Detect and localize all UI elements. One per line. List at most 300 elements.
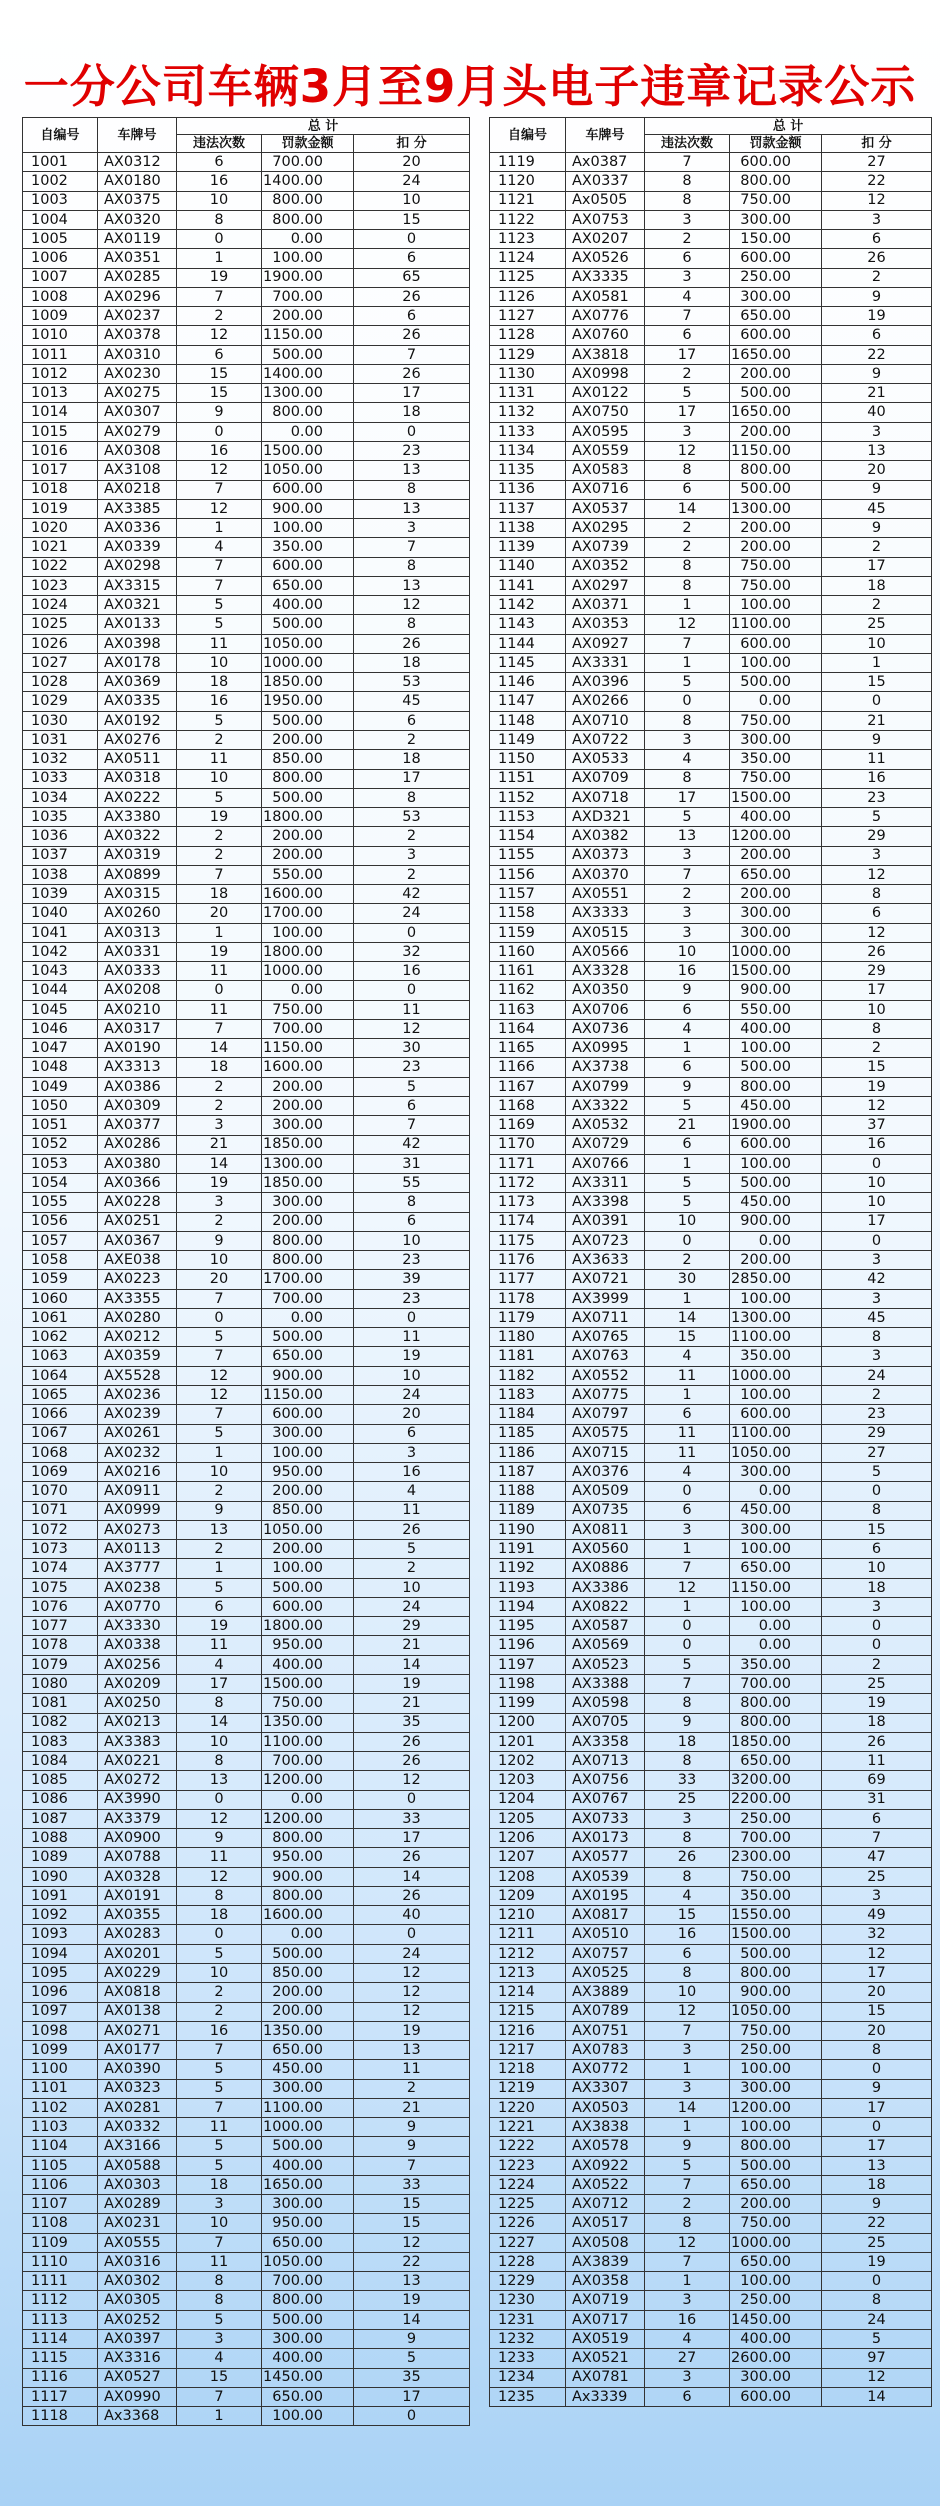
plate-number-cell: AX0788 (98, 1848, 177, 1867)
fine-amount-cell: 300.00 (730, 1520, 822, 1539)
table-row (490, 1482, 932, 1501)
violation-count-cell: 1 (177, 923, 262, 942)
fine-amount-cell: 0.00 (262, 230, 354, 249)
fine-amount-cell: 650.00 (730, 2175, 822, 2194)
vehicle-id-cell: 1116 (23, 2368, 98, 2387)
violation-count-cell: 3 (645, 422, 730, 441)
plate-number-cell: AX0733 (566, 1809, 645, 1828)
fine-amount-cell: 100.00 (730, 1154, 822, 1173)
plate-number-cell: AX0229 (98, 1963, 177, 1982)
plate-number-cell: AX3889 (566, 1983, 645, 2002)
plate-number-cell: AX0397 (98, 2330, 177, 2349)
penalty-points-cell: 15 (354, 2214, 470, 2233)
fine-amount-cell: 0.00 (262, 422, 354, 441)
plate-number-cell: AX0766 (566, 1154, 645, 1173)
table-row (23, 942, 470, 961)
plate-number-cell: AX3380 (98, 808, 177, 827)
penalty-points-cell: 21 (354, 1694, 470, 1713)
violation-count-cell: 6 (177, 153, 262, 172)
fine-amount-cell: 500.00 (262, 1944, 354, 1963)
plate-number-cell: AX0207 (566, 230, 645, 249)
fine-amount-cell: 300.00 (262, 1424, 354, 1443)
penalty-points-cell: 24 (822, 2310, 932, 2329)
fine-amount-cell: 900.00 (730, 981, 822, 1000)
vehicle-id-cell: 1129 (490, 345, 566, 364)
fine-amount-cell: 950.00 (262, 1636, 354, 1655)
penalty-points-cell: 19 (822, 1694, 932, 1713)
penalty-points-cell: 29 (822, 827, 932, 846)
table-row (23, 769, 470, 788)
plate-number-cell: AX0532 (566, 1116, 645, 1135)
fine-amount-cell: 1100.00 (262, 1732, 354, 1751)
fine-amount-cell: 600.00 (730, 153, 822, 172)
plate-number-cell: AX0373 (566, 846, 645, 865)
fine-amount-cell: 500.00 (262, 1328, 354, 1347)
table-row (23, 1694, 470, 1713)
plate-number-cell: AX0307 (98, 403, 177, 422)
vehicle-id-cell: 1230 (490, 2291, 566, 2310)
vehicle-id-cell: 1189 (490, 1501, 566, 1520)
vehicle-id-cell: 1088 (23, 1829, 98, 1848)
vehicle-id-cell: 1151 (490, 769, 566, 788)
fine-amount-cell: 500.00 (262, 615, 354, 634)
penalty-points-cell: 12 (354, 596, 470, 615)
violation-count-cell: 0 (177, 1925, 262, 1944)
fine-amount-cell: 0.00 (262, 1790, 354, 1809)
violation-count-cell: 11 (177, 2252, 262, 2271)
vehicle-id-cell: 1027 (23, 653, 98, 672)
table-row (23, 1251, 470, 1270)
table-row (490, 364, 932, 383)
penalty-points-cell: 10 (822, 1559, 932, 1578)
table-row (490, 1000, 932, 1019)
fine-amount-cell: 1500.00 (730, 1925, 822, 1944)
table-row (490, 1154, 932, 1173)
penalty-points-cell: 45 (822, 1308, 932, 1327)
vehicle-id-cell: 1159 (490, 923, 566, 942)
violation-count-cell: 5 (645, 2156, 730, 2175)
penalty-points-cell: 13 (354, 461, 470, 480)
plate-number-cell: AX3838 (566, 2118, 645, 2137)
table-row (23, 2041, 470, 2060)
penalty-points-cell: 32 (354, 942, 470, 961)
table-row (490, 307, 932, 326)
penalty-points-cell: 8 (354, 788, 470, 807)
plate-number-cell: AX3333 (566, 904, 645, 923)
penalty-points-cell: 12 (354, 2002, 470, 2021)
vehicle-id-cell: 1144 (490, 634, 566, 653)
table-row (490, 1443, 932, 1462)
fine-amount-cell: 1000.00 (262, 962, 354, 981)
violation-count-cell: 18 (177, 1058, 262, 1077)
plate-number-cell: AX0256 (98, 1655, 177, 1674)
table-row (490, 1963, 932, 1982)
fine-amount-cell: 300.00 (730, 923, 822, 942)
plate-number-cell: AX0750 (566, 403, 645, 422)
violation-count-cell: 1 (177, 1443, 262, 1462)
table-row (490, 923, 932, 942)
plate-number-cell: AX0353 (566, 615, 645, 634)
vehicle-id-cell: 1147 (490, 692, 566, 711)
fine-amount-cell: 750.00 (262, 1694, 354, 1713)
plate-number-cell: AX0515 (566, 923, 645, 942)
fine-amount-cell: 100.00 (262, 2407, 354, 2426)
plate-number-cell: AX0212 (98, 1328, 177, 1347)
plate-number-cell: Ax0387 (566, 153, 645, 172)
table-row (23, 1097, 470, 1116)
fine-amount-cell: 200.00 (262, 1212, 354, 1231)
plate-number-cell: AX0122 (566, 384, 645, 403)
plate-number-cell: AX0767 (566, 1790, 645, 1809)
vehicle-id-cell: 1018 (23, 480, 98, 499)
fine-amount-cell: 800.00 (730, 1963, 822, 1982)
fine-amount-cell: 450.00 (730, 1193, 822, 1212)
vehicle-id-cell: 1137 (490, 499, 566, 518)
plate-number-cell: AX0250 (98, 1694, 177, 1713)
vehicle-id-cell: 1164 (490, 1019, 566, 1038)
table-row (490, 865, 932, 884)
fine-amount-cell: 100.00 (730, 2060, 822, 2079)
fine-amount-cell: 100.00 (262, 1443, 354, 1462)
penalty-points-cell: 0 (354, 923, 470, 942)
plate-number-cell: AX3999 (566, 1289, 645, 1308)
fine-amount-cell: 100.00 (262, 249, 354, 268)
table-row (490, 1212, 932, 1231)
header-id: 自编号 (490, 118, 566, 153)
violation-count-cell: 11 (645, 1366, 730, 1385)
violation-count-cell: 18 (177, 885, 262, 904)
penalty-points-cell: 12 (354, 1963, 470, 1982)
fine-amount-cell: 0.00 (262, 1308, 354, 1327)
penalty-points-cell: 12 (822, 2368, 932, 2387)
fine-amount-cell: 500.00 (730, 1944, 822, 1963)
penalty-points-cell: 13 (822, 2156, 932, 2175)
plate-number-cell: AX0283 (98, 1925, 177, 1944)
plate-number-cell: AX0713 (566, 1752, 645, 1771)
penalty-points-cell: 12 (354, 1983, 470, 2002)
page-title: 一分公司车辆3月至9月头电子违章记录公示 (23, 60, 917, 113)
vehicle-id-cell: 1087 (23, 1809, 98, 1828)
violation-count-cell: 3 (645, 1809, 730, 1828)
plate-number-cell: AX0338 (98, 1636, 177, 1655)
vehicle-id-cell: 1204 (490, 1790, 566, 1809)
fine-amount-cell: 200.00 (730, 885, 822, 904)
table-row (490, 904, 932, 923)
table-row (23, 403, 470, 422)
penalty-points-cell: 15 (822, 1058, 932, 1077)
violation-count-cell: 8 (645, 2214, 730, 2233)
violation-count-cell: 14 (177, 1713, 262, 1732)
violation-count-cell: 17 (645, 403, 730, 422)
penalty-points-cell: 20 (822, 461, 932, 480)
table-row (23, 2195, 470, 2214)
penalty-points-cell: 7 (354, 2156, 470, 2175)
penalty-points-cell: 26 (354, 1520, 470, 1539)
plate-number-cell: AX0386 (98, 1077, 177, 1096)
penalty-points-cell: 17 (822, 2137, 932, 2156)
penalty-points-cell: 0 (822, 2118, 932, 2137)
table-row (490, 422, 932, 441)
penalty-points-cell: 9 (822, 2079, 932, 2098)
violation-count-cell: 8 (177, 2272, 262, 2291)
penalty-points-cell: 16 (354, 1463, 470, 1482)
violation-count-cell: 0 (645, 1617, 730, 1636)
penalty-points-cell: 2 (354, 1559, 470, 1578)
penalty-points-cell: 33 (354, 2175, 470, 2194)
penalty-points-cell: 8 (822, 1328, 932, 1347)
table-row (23, 2079, 470, 2098)
vehicle-id-cell: 1166 (490, 1058, 566, 1077)
fine-amount-cell: 300.00 (730, 904, 822, 923)
vehicle-id-cell: 1184 (490, 1405, 566, 1424)
fine-amount-cell: 300.00 (730, 2079, 822, 2098)
table-row (23, 1944, 470, 1963)
vehicle-id-cell: 1161 (490, 962, 566, 981)
table-row (23, 981, 470, 1000)
table-row (23, 1559, 470, 1578)
vehicle-id-cell: 1126 (490, 287, 566, 306)
plate-number-cell: AX0272 (98, 1771, 177, 1790)
violation-count-cell: 0 (645, 692, 730, 711)
fine-amount-cell: 600.00 (262, 1405, 354, 1424)
fine-amount-cell: 100.00 (730, 596, 822, 615)
table-row (490, 596, 932, 615)
penalty-points-cell: 20 (354, 153, 470, 172)
violation-count-cell: 5 (645, 1193, 730, 1212)
vehicle-id-cell: 1033 (23, 769, 98, 788)
vehicle-id-cell: 1086 (23, 1790, 98, 1809)
fine-amount-cell: 1050.00 (262, 1520, 354, 1539)
fine-amount-cell: 1600.00 (262, 885, 354, 904)
vehicle-id-cell: 1119 (490, 153, 566, 172)
vehicle-id-cell: 1133 (490, 422, 566, 441)
violation-count-cell: 11 (177, 634, 262, 653)
penalty-points-cell: 2 (822, 268, 932, 287)
vehicle-id-cell: 1058 (23, 1251, 98, 1270)
vehicle-id-cell: 1043 (23, 962, 98, 981)
violation-count-cell: 16 (645, 2310, 730, 2329)
vehicle-id-cell: 1026 (23, 634, 98, 653)
plate-number-cell: AX0190 (98, 1039, 177, 1058)
violation-count-cell: 3 (177, 1193, 262, 1212)
penalty-points-cell: 3 (822, 1289, 932, 1308)
fine-amount-cell: 1400.00 (262, 172, 354, 191)
vehicle-id-cell: 1165 (490, 1039, 566, 1058)
fine-amount-cell: 100.00 (730, 2118, 822, 2137)
plate-number-cell: AX0315 (98, 885, 177, 904)
fine-amount-cell: 800.00 (730, 1077, 822, 1096)
vehicle-id-cell: 1079 (23, 1655, 98, 1674)
vehicle-id-cell: 1220 (490, 2098, 566, 2117)
vehicle-id-cell: 1145 (490, 653, 566, 672)
penalty-points-cell: 8 (354, 1193, 470, 1212)
fine-amount-cell: 1600.00 (262, 1906, 354, 1925)
fine-amount-cell: 550.00 (730, 1000, 822, 1019)
plate-number-cell: AX0351 (98, 249, 177, 268)
plate-number-cell: AX0927 (566, 634, 645, 653)
vehicle-id-cell: 1004 (23, 210, 98, 229)
table-row (490, 461, 932, 480)
vehicle-id-cell: 1182 (490, 1366, 566, 1385)
fine-amount-cell: 800.00 (262, 1251, 354, 1270)
penalty-points-cell: 9 (822, 287, 932, 306)
header-id: 自编号 (23, 118, 98, 153)
plate-number-cell: AX0523 (566, 1655, 645, 1674)
violation-count-cell: 1 (645, 653, 730, 672)
fine-amount-cell: 650.00 (262, 1347, 354, 1366)
penalty-points-cell: 27 (822, 1443, 932, 1462)
fine-amount-cell: 350.00 (730, 1655, 822, 1674)
penalty-points-cell: 3 (354, 1443, 470, 1462)
fine-amount-cell: 300.00 (262, 2079, 354, 2098)
violation-count-cell: 7 (177, 287, 262, 306)
violation-count-cell: 2 (177, 1212, 262, 1231)
violation-count-cell: 8 (645, 191, 730, 210)
table-row (23, 441, 470, 460)
fine-amount-cell: 1850.00 (730, 1732, 822, 1751)
violation-count-cell: 9 (177, 1829, 262, 1848)
table-row (490, 1039, 932, 1058)
penalty-points-cell: 13 (354, 576, 470, 595)
penalty-points-cell: 17 (822, 981, 932, 1000)
violation-count-cell: 5 (645, 1174, 730, 1193)
plate-number-cell: AX3379 (98, 1809, 177, 1828)
fine-amount-cell: 350.00 (262, 538, 354, 557)
fine-amount-cell: 700.00 (262, 1752, 354, 1771)
fine-amount-cell: 1900.00 (262, 268, 354, 287)
penalty-points-cell: 11 (354, 2060, 470, 2079)
table-row (490, 268, 932, 287)
fine-amount-cell: 1800.00 (262, 942, 354, 961)
plate-number-cell: AX0555 (98, 2233, 177, 2252)
vehicle-id-cell: 1042 (23, 942, 98, 961)
table-row (23, 2233, 470, 2252)
fine-amount-cell: 1200.00 (730, 827, 822, 846)
table-row (23, 865, 470, 884)
table-row (490, 1463, 932, 1482)
violation-count-cell: 4 (645, 1347, 730, 1366)
fine-amount-cell: 100.00 (730, 1039, 822, 1058)
table-row (490, 1097, 932, 1116)
violation-count-cell: 10 (177, 2214, 262, 2233)
violation-count-cell: 7 (177, 2387, 262, 2406)
violation-count-cell: 7 (645, 2175, 730, 2194)
vehicle-id-cell: 1032 (23, 750, 98, 769)
violation-count-cell: 1 (645, 596, 730, 615)
penalty-points-cell: 25 (822, 2233, 932, 2252)
table-row (490, 345, 932, 364)
penalty-points-cell: 18 (822, 2175, 932, 2194)
vehicle-id-cell: 1052 (23, 1135, 98, 1154)
plate-number-cell: AX5528 (98, 1366, 177, 1385)
fine-amount-cell: 200.00 (730, 2195, 822, 2214)
penalty-points-cell: 6 (822, 230, 932, 249)
vehicle-id-cell: 1223 (490, 2156, 566, 2175)
table-row (23, 1636, 470, 1655)
fine-amount-cell: 650.00 (730, 1559, 822, 1578)
fine-amount-cell: 300.00 (262, 2195, 354, 2214)
header-points: 扣 分 (822, 135, 932, 153)
penalty-points-cell: 17 (822, 1963, 932, 1982)
violation-count-cell: 11 (177, 1000, 262, 1019)
plate-number-cell: AX0302 (98, 2272, 177, 2291)
fine-amount-cell: 800.00 (262, 769, 354, 788)
penalty-points-cell: 24 (354, 172, 470, 191)
table-row (490, 2021, 932, 2040)
plate-number-cell: AX0391 (566, 1212, 645, 1231)
violation-count-cell: 3 (645, 904, 730, 923)
table-row (23, 730, 470, 749)
penalty-points-cell: 2 (822, 1386, 932, 1405)
fine-amount-cell: 200.00 (262, 1540, 354, 1559)
vehicle-id-cell: 1072 (23, 1520, 98, 1539)
penalty-points-cell: 11 (354, 1328, 470, 1347)
penalty-points-cell: 12 (822, 1944, 932, 1963)
vehicle-id-cell: 1177 (490, 1270, 566, 1289)
table-row (490, 2349, 932, 2368)
fine-amount-cell: 500.00 (730, 1058, 822, 1077)
table-row (23, 1482, 470, 1501)
table-row (23, 1790, 470, 1809)
plate-number-cell: AX0281 (98, 2098, 177, 2117)
violation-count-cell: 3 (177, 2195, 262, 2214)
plate-number-cell: AX0760 (566, 326, 645, 345)
violation-count-cell: 6 (177, 1597, 262, 1616)
penalty-points-cell: 2 (822, 1655, 932, 1674)
penalty-points-cell: 29 (822, 1424, 932, 1443)
plate-number-cell: AX0195 (566, 1886, 645, 1905)
penalty-points-cell: 35 (354, 1713, 470, 1732)
vehicle-id-cell: 1125 (490, 268, 566, 287)
violation-count-cell: 33 (645, 1771, 730, 1790)
table-row (490, 1347, 932, 1366)
table-body-left (23, 153, 470, 2426)
plate-number-cell: AX0527 (98, 2368, 177, 2387)
fine-amount-cell: 500.00 (262, 2137, 354, 2156)
table-row (23, 673, 470, 692)
penalty-points-cell: 30 (354, 1039, 470, 1058)
plate-number-cell: AX3633 (566, 1251, 645, 1270)
plate-number-cell: AX3385 (98, 499, 177, 518)
violation-table-right (489, 117, 932, 2407)
violation-count-cell: 12 (177, 499, 262, 518)
penalty-points-cell: 10 (822, 1193, 932, 1212)
vehicle-id-cell: 1093 (23, 1925, 98, 1944)
penalty-points-cell: 26 (822, 1732, 932, 1751)
violation-count-cell: 13 (177, 1520, 262, 1539)
violation-count-cell: 11 (645, 1443, 730, 1462)
penalty-points-cell: 0 (822, 2272, 932, 2291)
violation-count-cell: 11 (177, 1636, 262, 1655)
plate-number-cell: AX0201 (98, 1944, 177, 1963)
penalty-points-cell: 13 (354, 2272, 470, 2291)
vehicle-id-cell: 1168 (490, 1097, 566, 1116)
violation-count-cell: 21 (177, 1135, 262, 1154)
vehicle-id-cell: 1136 (490, 480, 566, 499)
penalty-points-cell: 6 (822, 1540, 932, 1559)
plate-number-cell: AX3307 (566, 2079, 645, 2098)
plate-number-cell: AX0251 (98, 1212, 177, 1231)
fine-amount-cell: 1450.00 (730, 2310, 822, 2329)
vehicle-id-cell: 1011 (23, 345, 98, 364)
plate-number-cell: AX0718 (566, 788, 645, 807)
violation-count-cell: 3 (645, 846, 730, 865)
fine-amount-cell: 0.00 (730, 692, 822, 711)
violation-count-cell: 19 (177, 808, 262, 827)
violation-count-cell: 3 (645, 2291, 730, 2310)
violation-count-cell: 2 (645, 230, 730, 249)
vehicle-id-cell: 1114 (23, 2330, 98, 2349)
